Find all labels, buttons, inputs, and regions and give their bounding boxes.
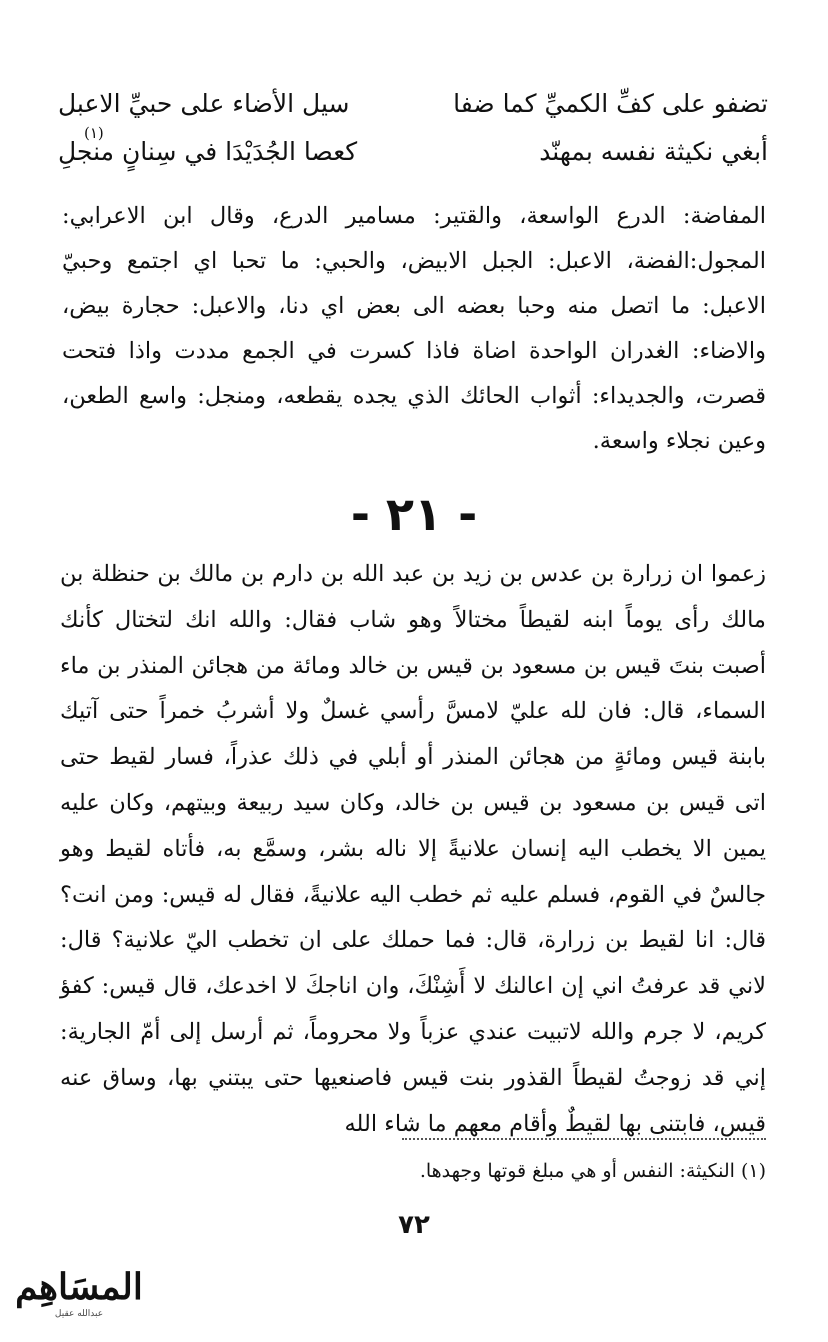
verse-1-second-hemistich: سيل الأضاء على حبيِّ الاعبل (58, 89, 350, 118)
body-paragraph: زعموا ان زرارة بن عدس بن زيد بن عبد الله بن دارم بن مالك بن حنظلة بن مالك رأى يوماً ابنه لقيطاً مختالاً وهو شاب فقال: والله انك لتختال كأنك أصبت بنتَ قيس بن مسعود بن قيس بن خالد ومائة من هجائن المنذر بن ماء السماء، قال: فان لله عليّ لامسَّ رأسي غسلٌ ولا أشربُ خمراً حتى آتيك بابنة قيس ومائةٍ من هجائن المنذر أو أبلي في ذلك عذراً، فسار لقيط حتى اتى قيس بن مسعود بن قيس بن خالد، وكان سيد ربيعة وبيتهم، وكان عليه يمين الا يخطب اليه إنسان علانيةً إلا ناله بشر، وسمَّع به، فأتاه لقيط وهو جالسٌ في القوم، فسلم عليه ثم خطب اليه علانيةً، فقال له قيس: ومن انت؟ قال: انا لقيط بن زرارة، قال: فما حملك على ان تخطب اليّ علانية؟ قال: لاني قد عرفتُ اني إن اعالنك لا أَشِنْكَ، وان اناجكَ لا اخدعك، قال قيس: كفؤ كريم، لا جرم والله لاتبيت عندي عزباً ولا محروماً، ثم أرسل إلى أمّ الجارية: إني قد زوجتُ لقيطاً القذور بنت قيس فاصنعيها حتى يبتني بها، وساق عنه قيس، فابتنى بها لقيطٌ وأقام معهم ما شاء الله (60, 561, 766, 1137)
verse-2-first-hemistich: أبغي نكيثة نفسه بمهنّد (539, 137, 768, 166)
verse-1-first-hemistich: تضفو على كفِّ الكميِّ كما ضفا (453, 89, 768, 118)
section-number: - ٢١ - (350, 487, 478, 541)
poem-verse-2 (58, 130, 768, 174)
footnote-separator (402, 1138, 766, 1140)
stamp-logo-text: المسَاهِم (15, 1266, 143, 1308)
verse-2-second-hemistich: كعصا الجُدَيْدَا في سِنانٍ منجلِ (58, 137, 358, 166)
gloss-paragraph: المفاضة: الدرع الواسعة، والقتير: مسامير الدرع، وقال ابن الاعرابي: المجول:الفضة، الاعبل: الجبل الابيض، والحبي: ما تحبا اي اجتمع وحبيّ الاعبل: ما اتصل منه وحبا بعضه الى بعض اي دنا، والاعبل: حجارة بيض، والاضاء: الغدران الواحدة اضاة فاذا كسرت في الجمع مددت واذا فتحت قصرت، والجديداء: أثواب الحائك الذي يجده يقطعه، ومنجل: واسع الطعن، وعين نجلاء واسعة. (62, 203, 766, 454)
page-number: ٧٢ (398, 1210, 430, 1240)
footnote: (١) النكيثة: النفس أو هي مبلغ قوتها وجهدها. (419, 1160, 766, 1182)
publisher-stamp-logo (16, 1258, 142, 1328)
stamp-subtext: عبدالله عقيل (54, 1309, 104, 1319)
poem-verse-1 (58, 82, 768, 126)
footnote-marker: (١) (84, 124, 104, 142)
